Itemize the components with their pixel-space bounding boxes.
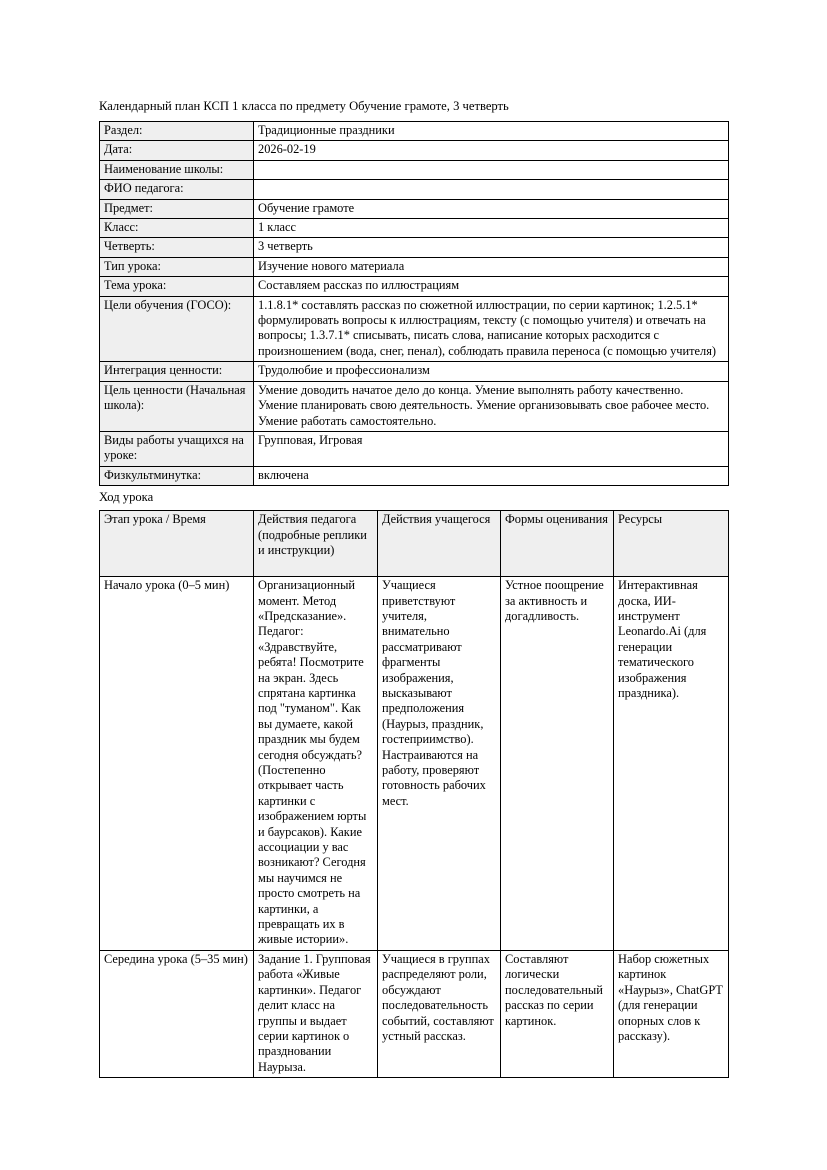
- table-row: [100, 431, 729, 466]
- table-row: [100, 466, 729, 485]
- table-row: [100, 950, 729, 1077]
- teacher-actions-cell: Задание 1. Групповая работа «Живые картинки». Педагог делит класс на группы и выдает серии картинок о праздновании Наурыза.: [254, 950, 378, 1077]
- info-value: Трудолюбие и профессионализм: [254, 362, 729, 381]
- table-row: [100, 122, 729, 141]
- table-row: [100, 381, 729, 431]
- info-label: Виды работы учащихся на уроке:: [100, 431, 254, 466]
- table-row: [100, 577, 729, 951]
- stage-cell: Середина урока (5–35 мин): [100, 950, 254, 1077]
- info-value: включена: [254, 466, 729, 485]
- info-label: Физкультминутка:: [100, 466, 254, 485]
- column-header-stage: Этап урока / Время: [100, 511, 254, 577]
- info-value: Составляем рассказ по иллюстрациям: [254, 277, 729, 296]
- column-header-assessment: Формы оценивания: [501, 511, 614, 577]
- lesson-flow-header: [100, 511, 729, 577]
- table-header-row: [100, 511, 729, 577]
- assessment-cell: Составляют логически последовательный рассказ по серии картинок.: [501, 950, 614, 1077]
- teacher-actions-cell: Организационный момент. Метод «Предсказание». Педагог: «Здравствуйте, ребята! Посмотрите на экран. Здесь спрятана картинка под "туманом". Как вы думаете, какой праздник мы будем сегодня обсуждать? (Постепенно открывает часть картинки с изображением юрты и баурсаков). Какие ассоциации у вас возникают? Сегодня мы научимся не просто смотреть на картинки, а превращать их в живые истории».: [254, 577, 378, 951]
- info-label: Наименование школы:: [100, 160, 254, 179]
- lesson-flow-heading: Ход урока: [99, 490, 154, 505]
- info-value: Традиционные праздники: [254, 122, 729, 141]
- table-row: [100, 160, 729, 179]
- lesson-flow-body: [100, 577, 729, 1078]
- table-row: [100, 257, 729, 276]
- resources-cell: Интерактивная доска, ИИ-инструмент Leonardo.Ai (для генерации тематического изображения праздника).: [614, 577, 729, 951]
- column-header-student-actions: Действия учащегося: [378, 511, 501, 577]
- lesson-flow-table: [99, 510, 729, 1078]
- stage-cell: Начало урока (0–5 мин): [100, 577, 254, 951]
- info-label: Класс:: [100, 219, 254, 238]
- student-actions-cell: Учащиеся в группах распределяют роли, обсуждают последовательность событий, составляют устный рассказ.: [378, 950, 501, 1077]
- info-value: Изучение нового материала: [254, 257, 729, 276]
- table-row: [100, 219, 729, 238]
- table-row: [100, 199, 729, 218]
- info-label: Четверть:: [100, 238, 254, 257]
- info-label: Тип урока:: [100, 257, 254, 276]
- resources-cell: Набор сюжетных картинок «Наурыз», ChatGPT (для генерации опорных слов к рассказу).: [614, 950, 729, 1077]
- assessment-cell: Устное поощрение за активность и догадливость.: [501, 577, 614, 951]
- info-value: Обучение грамоте: [254, 199, 729, 218]
- info-value: [254, 160, 729, 179]
- page-title: Календарный план КСП 1 класса по предмету Обучение грамоте, 3 четверть: [99, 99, 509, 113]
- info-label: Предмет:: [100, 199, 254, 218]
- column-header-teacher-actions: Действия педагога (подробные реплики и инструкции): [254, 511, 378, 577]
- table-row: [100, 141, 729, 160]
- table-row: [100, 238, 729, 257]
- info-label: Интеграция ценности:: [100, 362, 254, 381]
- lesson-info-body: [100, 122, 729, 486]
- document-content: [99, 98, 728, 1078]
- student-actions-cell: Учащиеся приветствуют учителя, внимательно рассматривают фрагменты изображения, высказывают предположения (Наурыз, праздник, гостеприимство). Настраиваются на работу, проверяют готовность рабочих мест.: [378, 577, 501, 951]
- info-value: Умение доводить начатое дело до конца. Умение выполнять работу качественно. Умение планировать свою деятельность. Умение организовывать свое рабочее место. Умение работать самостоятельно.: [254, 381, 729, 431]
- info-value: Групповая, Игровая: [254, 431, 729, 466]
- table-row: [100, 180, 729, 199]
- info-label: Раздел:: [100, 122, 254, 141]
- info-label: Дата:: [100, 141, 254, 160]
- column-header-resources: Ресурсы: [614, 511, 729, 577]
- info-value: 2026-02-19: [254, 141, 729, 160]
- info-value: 1.1.8.1* составлять рассказ по сюжетной иллюстрации, по серии картинок; 1.2.5.1* формулировать вопросы к иллюстрациям, тексту (с помощью учителя) и отвечать на вопросы; 1.3.7.1* списывать, писать слова, написание которых расходится с произношением (вода, снег, пенал), соблюдать правила переноса (с помощью учителя): [254, 296, 729, 362]
- info-label: ФИО педагога:: [100, 180, 254, 199]
- info-value: 3 четверть: [254, 238, 729, 257]
- info-value: 1 класс: [254, 219, 729, 238]
- lesson-info-table: [99, 121, 729, 486]
- info-label: Цели обучения (ГОСО):: [100, 296, 254, 362]
- info-value: [254, 180, 729, 199]
- table-row: [100, 277, 729, 296]
- info-label: Тема урока:: [100, 277, 254, 296]
- table-row: [100, 296, 729, 362]
- table-row: [100, 362, 729, 381]
- info-label: Цель ценности (Начальная школа):: [100, 381, 254, 431]
